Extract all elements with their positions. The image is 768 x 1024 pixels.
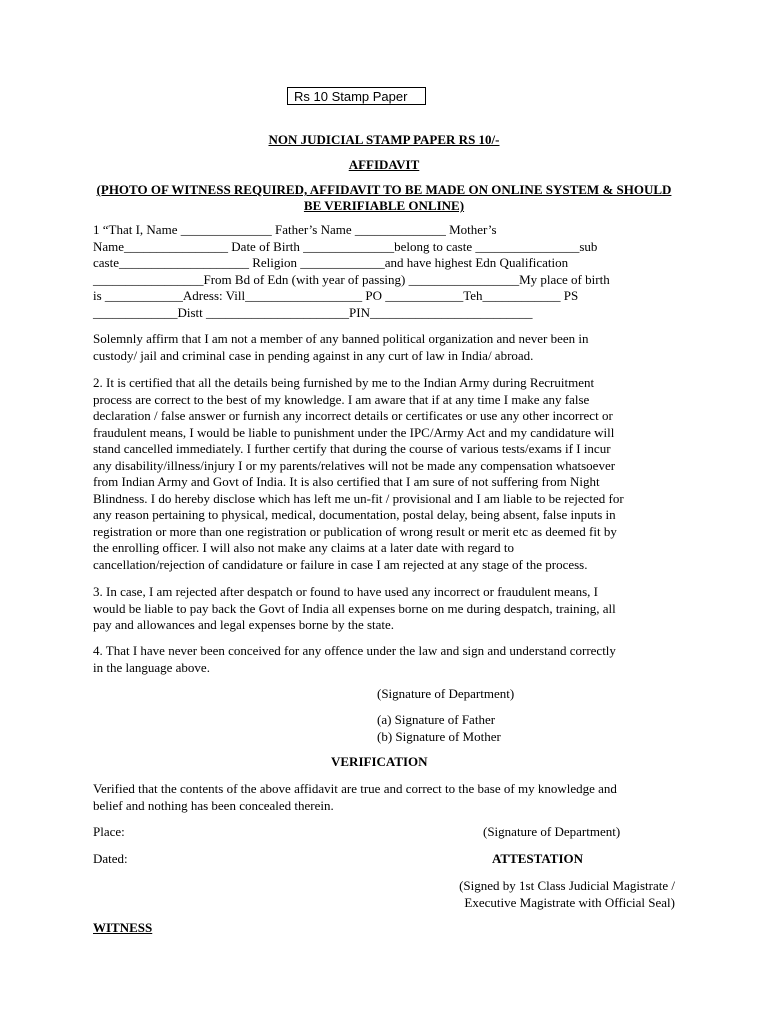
paragraph-line: the enrolling officer. I will also not make any claims at a later date with regard to bbox=[93, 540, 515, 555]
paragraph-line: 3. In case, I am rejected after despatch or found to have used any incorrect or fraudulent means, I bbox=[93, 584, 598, 599]
place-label: Place: bbox=[93, 824, 125, 839]
certification-paragraph bbox=[93, 375, 673, 573]
paragraph-line: in the language above. bbox=[93, 659, 210, 675]
stamp-paper-box: Rs 10 Stamp Paper bbox=[287, 87, 426, 105]
paragraph-line: Verified that the contents of the above affidavit are true and correct to the base of my knowledge and bbox=[93, 781, 617, 796]
paragraph-line: from Indian Army and Govt of India. It is also certified that I am sure of not suffering from Night bbox=[93, 474, 600, 489]
attestation-line1: (Signed by 1st Class Judicial Magistrate / bbox=[459, 878, 675, 893]
paragraph-line: declaration / false answer or furnish any incorrect details or certificates or use any other incorrect or bbox=[93, 408, 613, 423]
form-line: _____________Distt ______________________PIN_________________________ bbox=[93, 304, 533, 320]
verification-heading: VERIFICATION bbox=[331, 754, 428, 769]
paragraph-line: 4. That I have never been conceived for any offence under the law and sign and understand correctly bbox=[93, 643, 616, 658]
paragraph-line: Blindness. I do hereby disclose which has left me un-fit / provisional and I am liable to be rejected for bbox=[93, 490, 624, 506]
verification-paragraph bbox=[93, 781, 673, 814]
paragraph-line: would be liable to pay back the Govt of India all expenses borne on me during despatch, training, all bbox=[93, 600, 616, 616]
signature-department-2: (Signature of Department) bbox=[483, 824, 621, 839]
signature-department: (Signature of Department) bbox=[377, 686, 515, 701]
title-photo-note bbox=[0, 182, 768, 214]
paragraph-line: any reason pertaining to physical, medical, documentation, postal delay, being absent, false inputs in bbox=[93, 507, 616, 522]
paragraph-line: Solemnly affirm that I am not a member of any banned political organization and never been in bbox=[93, 331, 589, 346]
form-line: Name________________ Date of Birth ______________belong to caste ________________sub bbox=[93, 238, 598, 254]
title-stamp-paper: NON JUDICIAL STAMP PAPER RS 10/- bbox=[268, 132, 500, 147]
form-line: caste____________________ Religion _____________and have highest Edn Qualification bbox=[93, 255, 569, 270]
signature-mother: (b) Signature of Mother bbox=[377, 729, 501, 744]
witness-heading: WITNESS bbox=[93, 920, 153, 935]
paragraph-line: process are correct to the best of my knowledge. I am aware that if at any time I make any false bbox=[93, 391, 590, 407]
affirm-paragraph bbox=[93, 331, 673, 364]
paragraph-line: cancellation/rejection of candidature or failure in case I am rejected at any stage of the process. bbox=[93, 556, 588, 572]
paragraph-line: pay and allowances and legal expenses borne by the state. bbox=[93, 617, 395, 632]
title-photo-note-line2: BE VERIFIABLE ONLINE) bbox=[303, 198, 465, 213]
paragraph-line: custody/ jail and criminal case in pending against in any curt of law in India/ abroad. bbox=[93, 347, 534, 363]
title-affidavit: AFFIDAVIT bbox=[348, 157, 420, 172]
paragraph-line: stand cancelled immediately. I further certify that during the course of various tests/exams if I incur bbox=[93, 441, 611, 456]
form-line: 1 “That I, Name ______________ Father’s Name ______________ Mother’s bbox=[93, 222, 497, 237]
form-line: is ____________Adress: Vill__________________ PO ____________Teh____________ PS bbox=[93, 288, 579, 303]
form-line: _________________From Bd of Edn (with year of passing) _________________My place of birth bbox=[93, 271, 610, 287]
attestation-line2: Executive Magistrate with Official Seal) bbox=[464, 894, 675, 910]
paragraph-line: any disability/illness/injury I or my parents/relatives will not be made any compensation whatsoever bbox=[93, 457, 616, 473]
paragraph-line: fraudulent means, I would be liable to punishment under the IPC/Army Act and my candidature will bbox=[93, 424, 615, 440]
offence-paragraph bbox=[93, 643, 673, 676]
title-photo-note-line1: (PHOTO OF WITNESS REQUIRED, AFFIDAVIT TO BE MADE ON ONLINE SYSTEM & SHOULD bbox=[96, 182, 672, 197]
signature-father: (a) Signature of Father bbox=[377, 712, 496, 727]
paragraph-line: belief and nothing has been concealed therein. bbox=[93, 797, 334, 813]
paragraph-line: 2. It is certified that all the details being furnished by me to the Indian Army during Recruitment bbox=[93, 375, 595, 390]
attestation-heading: ATTESTATION bbox=[492, 851, 584, 866]
dated-label: Dated: bbox=[93, 851, 128, 866]
rejection-paragraph bbox=[93, 584, 673, 634]
paragraph-line: registration or more than one registration or publication of wrong result or merit etc as deemed fit by bbox=[93, 523, 617, 539]
attestation-note bbox=[438, 878, 675, 911]
form-fields-block bbox=[93, 222, 673, 321]
